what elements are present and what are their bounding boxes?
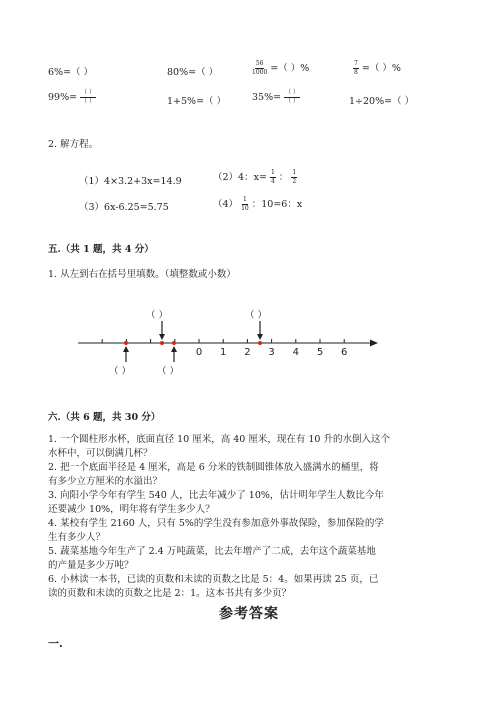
number-line-label: 0: [195, 347, 203, 358]
red-point: [124, 341, 128, 345]
number-line-label: 5: [316, 347, 324, 358]
number-line-label: 3: [268, 347, 275, 358]
problem-line: 水杯中，可以倒满几杯？: [48, 448, 153, 459]
red-point: [172, 341, 176, 345]
fraction: $\frac{( )}{( )}$: [81, 89, 96, 105]
problem-line: 有多少立方厘米的水溢出？: [48, 476, 163, 487]
problem-list: [48, 433, 390, 601]
blank-answer: （ ）: [146, 310, 169, 321]
answer-section-1: 一.: [48, 637, 63, 650]
blank-answer: （ ）: [245, 310, 268, 321]
problem-line: 1. 一个圆柱形水杯，底面直径 10 厘米，高 40 厘米，现在有 10 升的水倒入这个: [48, 434, 390, 445]
equation-3: （3）6x-6.25=5.75: [79, 202, 169, 213]
number-line-label: 1: [220, 347, 227, 358]
fraction: $\frac{1}{10}$: [241, 196, 249, 212]
conversion-item-7: 35%= $\frac{( )}{( )}$: [252, 89, 300, 105]
blank-answer: （ ）: [109, 366, 132, 377]
problem-line: 3. 向阳小学今年有学生 540 人，比去年减少了 10%，估计明年学生人数比今年: [48, 490, 384, 501]
answer-key-title: 参考答案: [219, 606, 279, 622]
section-2-title: 2. 解方程。: [48, 139, 99, 150]
conversion-item-6: 1+5%=（ ）: [167, 96, 227, 107]
problem-line: 6. 小林读一本书，已读的页数和未读的页数之比是 5：4。如果再读 25 页，已: [48, 574, 379, 585]
problem-line: 读的页数和未读的页数之比是 2：1。这本书共有多少页？: [48, 588, 292, 599]
fraction: $\frac{1}{2}$: [292, 169, 297, 185]
fraction: $\frac{56}{1000}$: [252, 60, 268, 76]
red-point: [258, 341, 262, 345]
number-line-ticks: [102, 339, 344, 343]
arrow-down-icon: [257, 334, 263, 340]
equation-2: （2）4：x= $\frac{1}{4}$ ： $\frac{1}{2}$: [213, 169, 297, 185]
arrow-right-icon: [370, 340, 378, 347]
problem-line: 生有多少人？: [48, 532, 106, 543]
conversion-item-4: $\frac{7}{8}$ =（ ）%: [354, 60, 401, 76]
number-line-label: 6: [341, 347, 348, 358]
arrow-down-icon: [159, 334, 165, 340]
fraction: $\frac{( )}{( )}$: [285, 89, 300, 105]
section-5-title: 五.（共 1 题，共 4 分）: [48, 244, 154, 255]
section-5-question: 1. 从左到右在括号里填数。（填整数或小数）: [48, 269, 236, 280]
number-line-label: 4: [292, 347, 299, 358]
number-line-labels: [196, 347, 348, 358]
conversion-item-2: 80%=（ ）: [167, 67, 219, 78]
conversion-item-3: $\frac{56}{1000}$ =（ ）%: [252, 60, 310, 76]
problem-line: 2. 把一个底面半径是 4 厘米，高是 6 分米的铁制圆锥体放入盛满水的桶里，将: [48, 462, 379, 473]
red-point: [160, 341, 164, 345]
fraction: $\frac{7}{8}$: [354, 60, 358, 76]
section-6-title: 六.（共 6 题，共 30 分）: [48, 412, 161, 423]
problem-line: 还要减少 10%，明年将有学生多少人？: [48, 504, 215, 515]
arrow-up-icon: [171, 346, 177, 352]
equation-1: （1）4×3.2+3x=14.9: [79, 176, 182, 187]
arrow-up-icon: [123, 346, 129, 352]
problem-line: 4. 某校有学生 2160 人，只有 5%的学生没有参加意外事故保险，参加保险的学: [48, 518, 384, 529]
fraction: $\frac{1}{4}$: [270, 169, 275, 185]
blank-answer: （ ）: [157, 366, 180, 377]
number-line-label: 2: [244, 347, 251, 358]
equation-4: （4） $\frac{1}{10}$ ：10=6：x: [213, 196, 303, 212]
problem-line: 5. 蔬菜基地今年生产了 2.4 万吨蔬菜，比去年增产了二成，去年这个蔬菜基地: [48, 546, 376, 557]
problem-line: 的产量是多少万吨？: [48, 560, 134, 571]
conversion-item-5: 99%= $\frac{( )}{( )}$: [48, 89, 96, 105]
conversion-item-8: 1÷20%=（ ）: [349, 96, 415, 107]
conversion-item-1: 6%=（ ）: [48, 67, 94, 78]
